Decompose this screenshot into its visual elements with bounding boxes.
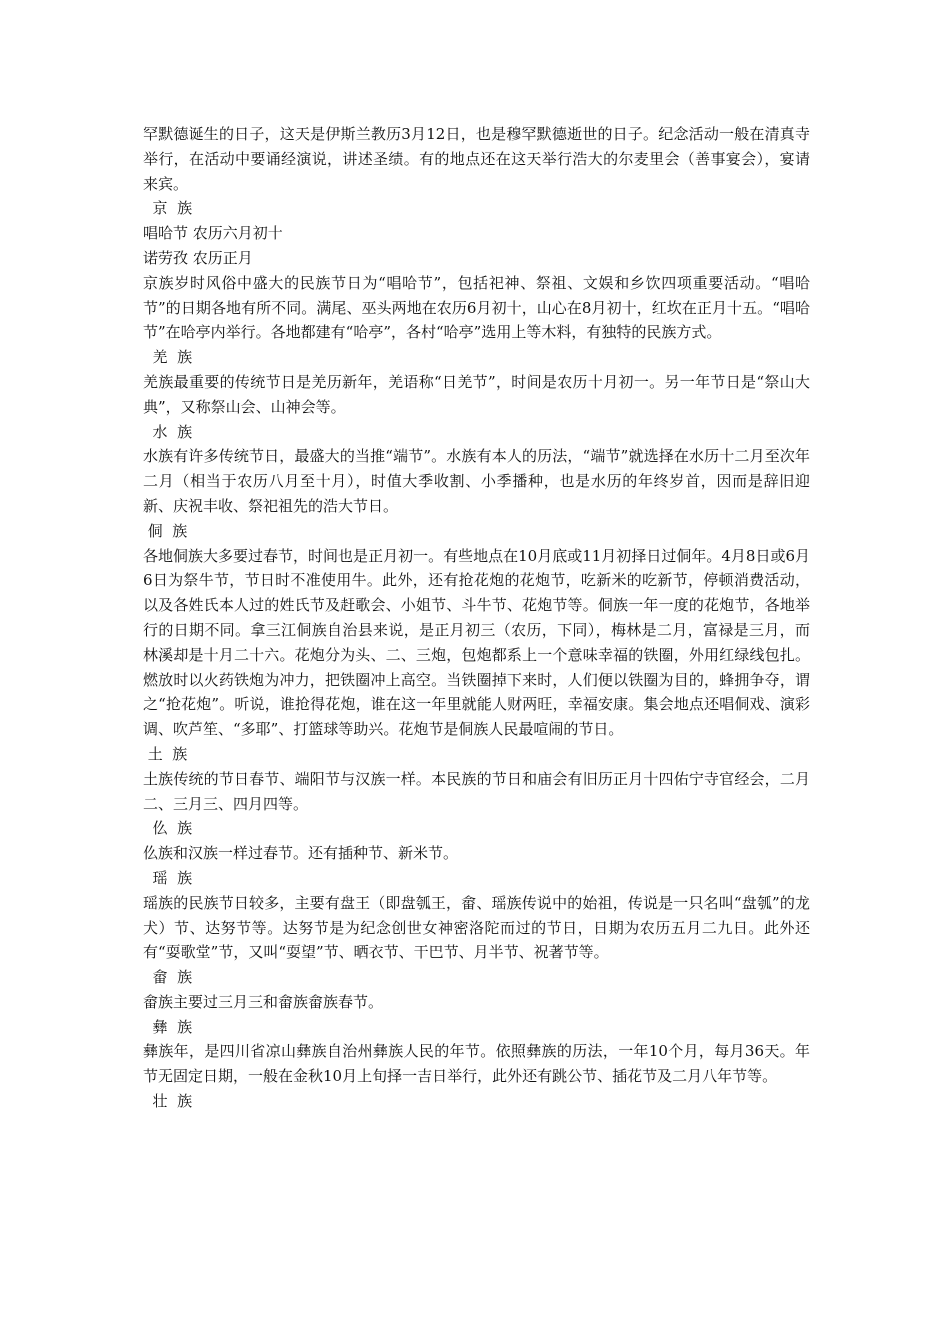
paragraph-she: 畲族主要过三月三和畲族畲族春节。 [143, 992, 384, 1011]
heading-yao: 瑶 族 [143, 868, 193, 887]
paragraph-muhammad-birthday: 罕默德诞生的日子，这天是伊斯兰教历3月12日，也是穆罕默德逝世的日子。纪念活动一般在清真寺举行，在活动中要诵经演说，讲述圣绩。有的地点还在这天举行浩大的尔麦里会（善事宴会），宴请来宾。 [143, 125, 810, 193]
heading-zhuang: 壮 族 [143, 1092, 193, 1111]
paragraph-yi: 彝族年，是四川省凉山彝族自治州彝族人民的年节。依照彝族的历法，一年10个月，每月36天。年节无固定日期，一般在金秋10月上旬择一吉日举行，此外还有跳公节、插花节及二月八年节等。 [143, 1042, 810, 1086]
paragraph-jing: 京族岁时风俗中盛大的民族节日为“唱哈节”，包括祀神、祭祖、文娱和乡饮四项重要活动。“唱哈节”的日期各地有所不同。满尾、巫头两地在农历6月初十，山心在8月初十，红坎在正月十五。“唱哈节”在哈亭内举行。各地都建有“哈亭”，各村“哈亭”选用上等木料，有独特的民族方式。 [143, 273, 810, 342]
document-body [143, 122, 810, 1114]
paragraph-dong: 各地侗族大多要过春节，时间也是正月初一。有些地点在10月底或11月初择日过侗年。4月8日或6月6日为祭牛节，节日时不准使用牛。此外，还有抢花炮的花炮节，吃新米的吃新节，停顿消费活动，以及各姓氏本人过的姓氏节及赶歌会、小姐节、斗牛节、花炮节等。侗族一年一度的花炮节，各地举行的日期不同。拿三江侗族自治县来说，是正月初三（农历，下同），梅林是二月，富禄是三月，而林溪却是十月二十六。花炮分为头、二、三炮，包炮都系上一个意味幸福的铁圈，外用红绿线包扎。燃放时以火药铁炮为冲力，把铁圈冲上高空。当铁圈掉下来时，人们便以铁圈为目的，蜂拥争夺，谓之“抢花炮”。听说，谁抢得花炮，谁在这一年里就能人财两旺，幸福安康。集会地点还唱侗戏、演彩调、吹芦笙、“多耶”、打篮球等助兴。花炮节是侗族人民最喧闹的节日。 [143, 546, 810, 739]
paragraph-mulao: 仫族和汉族一样过春节。还有插种节、新米节。 [143, 844, 459, 863]
paragraph-tu: 土族传统的节日春节、端阳节与汉族一样。本民族的节日和庙会有旧历正月十四佑宁寺官经会，二月二、三月三、四月四等。 [143, 769, 810, 813]
heading-qiang: 羌 族 [143, 348, 193, 367]
heading-dong: 侗 族 [143, 521, 188, 540]
heading-jing: 京 族 [143, 199, 193, 218]
festival-line-nuolaozi: 诺劳孜 农历正月 [143, 248, 253, 267]
heading-she: 畲 族 [143, 968, 193, 987]
heading-shui: 水 族 [143, 422, 193, 441]
heading-mulao: 仫 族 [143, 819, 193, 838]
paragraph-yao: 瑶族的民族节日较多，主要有盘王（即盘瓠王，畲、瑶族传说中的始祖，传说是一只名叫“盘瓠”的龙犬）节、达努节等。达努节是为纪念创世女神密洛陀而过的节日，日期为农历五月二九日。此外还有“耍歌堂”节，又叫“耍望”节、晒衣节、干巴节、月半节、祝著节等。 [143, 893, 810, 962]
festival-line-changha: 唱哈节 农历六月初十 [143, 224, 283, 243]
paragraph-qiang: 羌族最重要的传统节日是羌历新年，羌语称“日羌节”，时间是农历十月初一。另一年节日是“祭山大典”，又称祭山会、山神会等。 [143, 372, 810, 416]
paragraph-shui: 水族有许多传统节日，最盛大的当推“端节”。水族有本人的历法，“端节”就选择在水历十二月至次年二月（相当于农历八月至十月），时值大季收割、小季播种，也是水历的年终岁首，因而是辞旧迎新、庆祝丰收、祭祀祖先的浩大节日。 [143, 447, 810, 515]
heading-yi: 彝 族 [143, 1017, 193, 1036]
heading-tu: 土 族 [143, 744, 188, 763]
